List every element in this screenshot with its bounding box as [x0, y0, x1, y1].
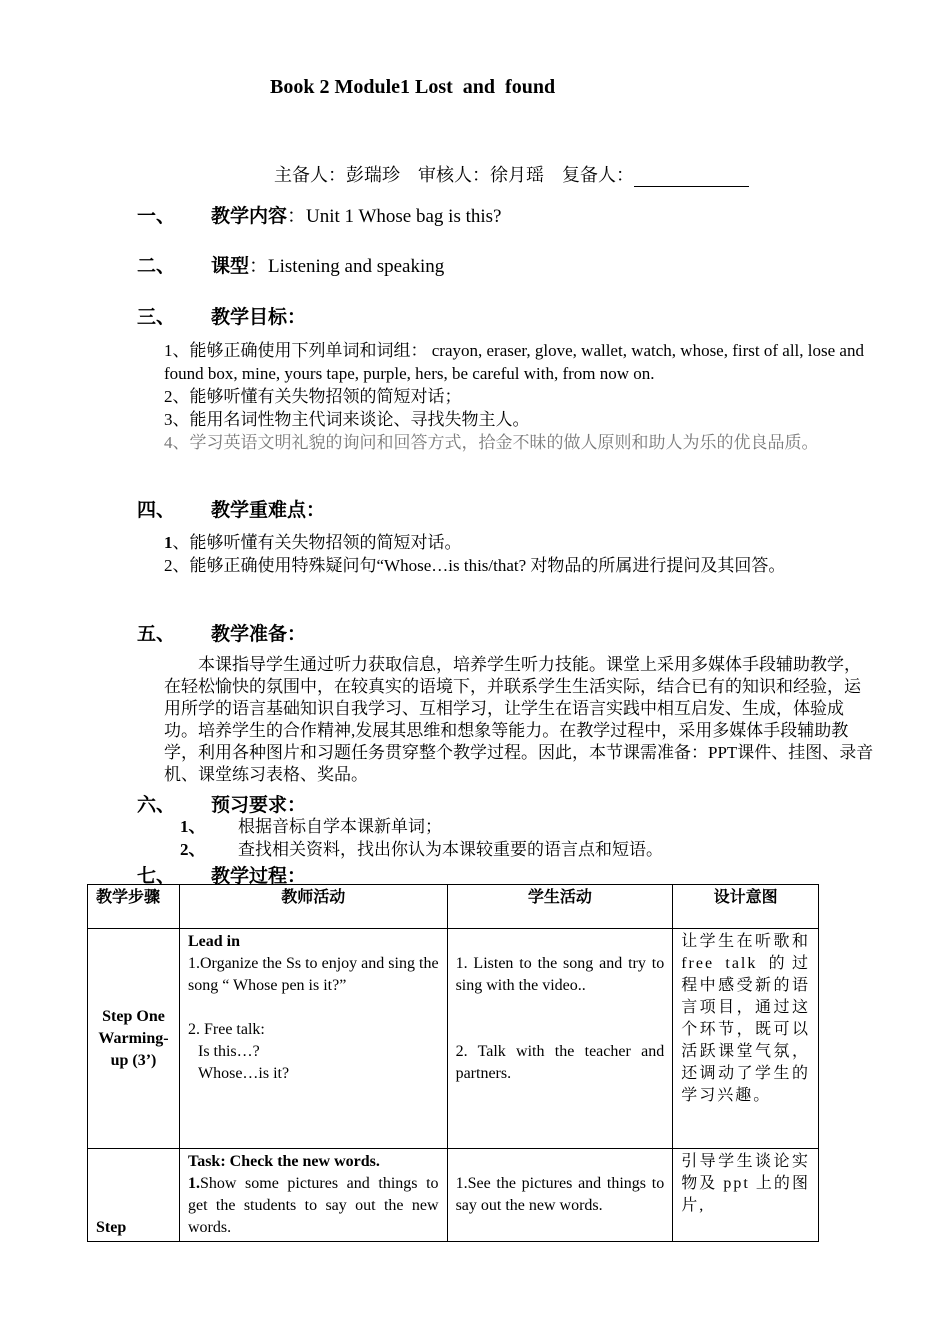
teaching-process-table: [87, 884, 819, 1242]
teacher-activity-text: Show some pictures and things to get the students to say out the new words.: [187, 1175, 439, 1236]
teacher-activity: 2. Free talk:: [187, 1021, 265, 1038]
key-point-item: [164, 531, 864, 554]
section-6-number: 六、: [137, 795, 176, 816]
document-title: Book 2 Module1 Lost and found: [270, 76, 556, 98]
section-3-goals: [164, 339, 864, 454]
student-cell: [447, 1149, 673, 1242]
section-6-items: [180, 815, 663, 861]
teacher-activity: Whose…is it?: [197, 1065, 290, 1082]
section-4-heading: [137, 495, 325, 522]
preview-item-text: 查找相关资料，找出你认为本课较重要的语言点和短语。: [238, 840, 663, 859]
section-1-number: 一、: [137, 206, 176, 227]
teacher-activity-number: 1.: [187, 1175, 200, 1192]
header-student: 学生活动: [447, 885, 673, 929]
student-activity: 1. Listen to the song and try to sing with the video..: [455, 955, 665, 994]
table-row: [88, 929, 819, 1149]
header-step: 教学步骤: [88, 885, 180, 929]
preview-item-number: 1、: [180, 817, 206, 836]
section-4-label: 教学重难点：: [211, 500, 326, 521]
section-2-label: 课型: [211, 256, 250, 277]
teacher-activity: 1.Organize the Ss to enjoy and sing the song “ Whose pen is it?”: [187, 955, 439, 994]
section-5-heading: [137, 619, 306, 646]
section-4-number: 四、: [137, 500, 176, 521]
key-point-item: 2、能够正确使用特殊疑问句“Whose…is this/that? 对物品的所属进行提问及其回答。: [164, 556, 786, 575]
preparers-text: 主备人：彭瑞珍 审核人：徐月瑶 复备人：: [274, 165, 634, 185]
teacher-activity: [188, 1173, 439, 1239]
preview-item: [180, 815, 663, 838]
key-point-number: 1: [164, 533, 173, 552]
preview-item: [180, 838, 663, 861]
preview-item-text: 根据音标自学本课新单词；: [238, 817, 442, 836]
section-1-value: ：Unit 1 Whose bag is this?: [287, 206, 502, 227]
section-7-label: 教学过程：: [211, 866, 307, 887]
section-3-label: 教学目标：: [211, 307, 307, 328]
teacher-title: Lead in: [187, 933, 240, 950]
section-1-label: 教学内容: [211, 206, 288, 227]
section-2-heading: [137, 251, 444, 278]
step-cell: Step One Warming-up (3’): [88, 929, 180, 1149]
header-intent: 设计意图: [673, 885, 819, 929]
goal-item: 4、学习英语文明礼貌的询问和回答方式，拾金不昧的做人原则和助人为乐的优良品质。: [164, 433, 819, 452]
table-header-row: [88, 885, 819, 929]
preview-item-number: 2、: [180, 840, 206, 859]
section-5-number: 五、: [137, 624, 176, 645]
section-2-value: ：Listening and speaking: [249, 256, 445, 277]
student-activity: 2. Talk with the teacher and partners.: [455, 1043, 665, 1082]
header-teacher: 教师活动: [179, 885, 447, 929]
table-row: [88, 1149, 819, 1242]
section-7-number: 七、: [137, 866, 176, 887]
step-cell: Step: [88, 1149, 180, 1242]
student-cell: [447, 929, 673, 1149]
goal-item: 2、能够听懂有关失物招领的简短对话；: [164, 387, 462, 406]
section-6-label: 预习要求：: [211, 795, 307, 816]
key-point-text: 、能够听懂有关失物招领的简短对话。: [172, 533, 462, 552]
section-5-label: 教学准备：: [211, 624, 307, 645]
student-activity: 1.See the pictures and things to say out the new words.: [455, 1175, 665, 1214]
section-6-heading: [137, 790, 306, 817]
teacher-activity: Is this…?: [197, 1043, 260, 1060]
section-3-number: 三、: [137, 307, 176, 328]
preparers-line: [265, 140, 749, 187]
section-4-points: [164, 531, 864, 577]
teacher-cell: [179, 1149, 447, 1242]
teacher-title: Task: Check the new words.: [187, 1153, 380, 1170]
intent-cell: 引导学生谈论实物及 ppt 上的图片,: [673, 1149, 819, 1242]
section-2-number: 二、: [137, 256, 176, 277]
section-5-paragraph: 本课指导学生通过听力获取信息，培养学生听力技能。课堂上采用多媒体手段辅助教学，在轻松愉快的氛围中，在较真实的语境下，并联系学生生活实际，结合已有的知识和经验，运用所学的语言基础知识自我学习、互相学习，让学生在语言实践中相互启发、生成，体验成功。培养学生的合作精神,发展其思维和想象等能力。在教学过程中，采用多媒体手段辅助教学，利用各种图片和习题任务贯穿整个教学过程。因此，本节课需准备：PPT课件、挂图、录音机、课堂练习表格、奖品。: [164, 655, 874, 784]
section-3-heading: [137, 302, 306, 329]
section-1-heading: [137, 201, 501, 228]
reviewer-blank: [634, 168, 749, 187]
teacher-cell: [179, 929, 447, 1149]
goal-item: 3、能用名词性物主代词来谈论、寻找失物主人。: [164, 410, 530, 429]
intent-cell: 让学生在听歌和 free talk 的过程中感受新的语言项目，通过这个环节，既可以活跃课堂气氛，还调动了学生的学习兴趣。: [673, 929, 819, 1149]
goal-item: 1、能够正确使用下列单词和词组： crayon, eraser, glove, wallet, watch, whose, first of all, lose and found box, mine, yours tape, purple, hers, be careful with, from now on.: [164, 341, 864, 383]
